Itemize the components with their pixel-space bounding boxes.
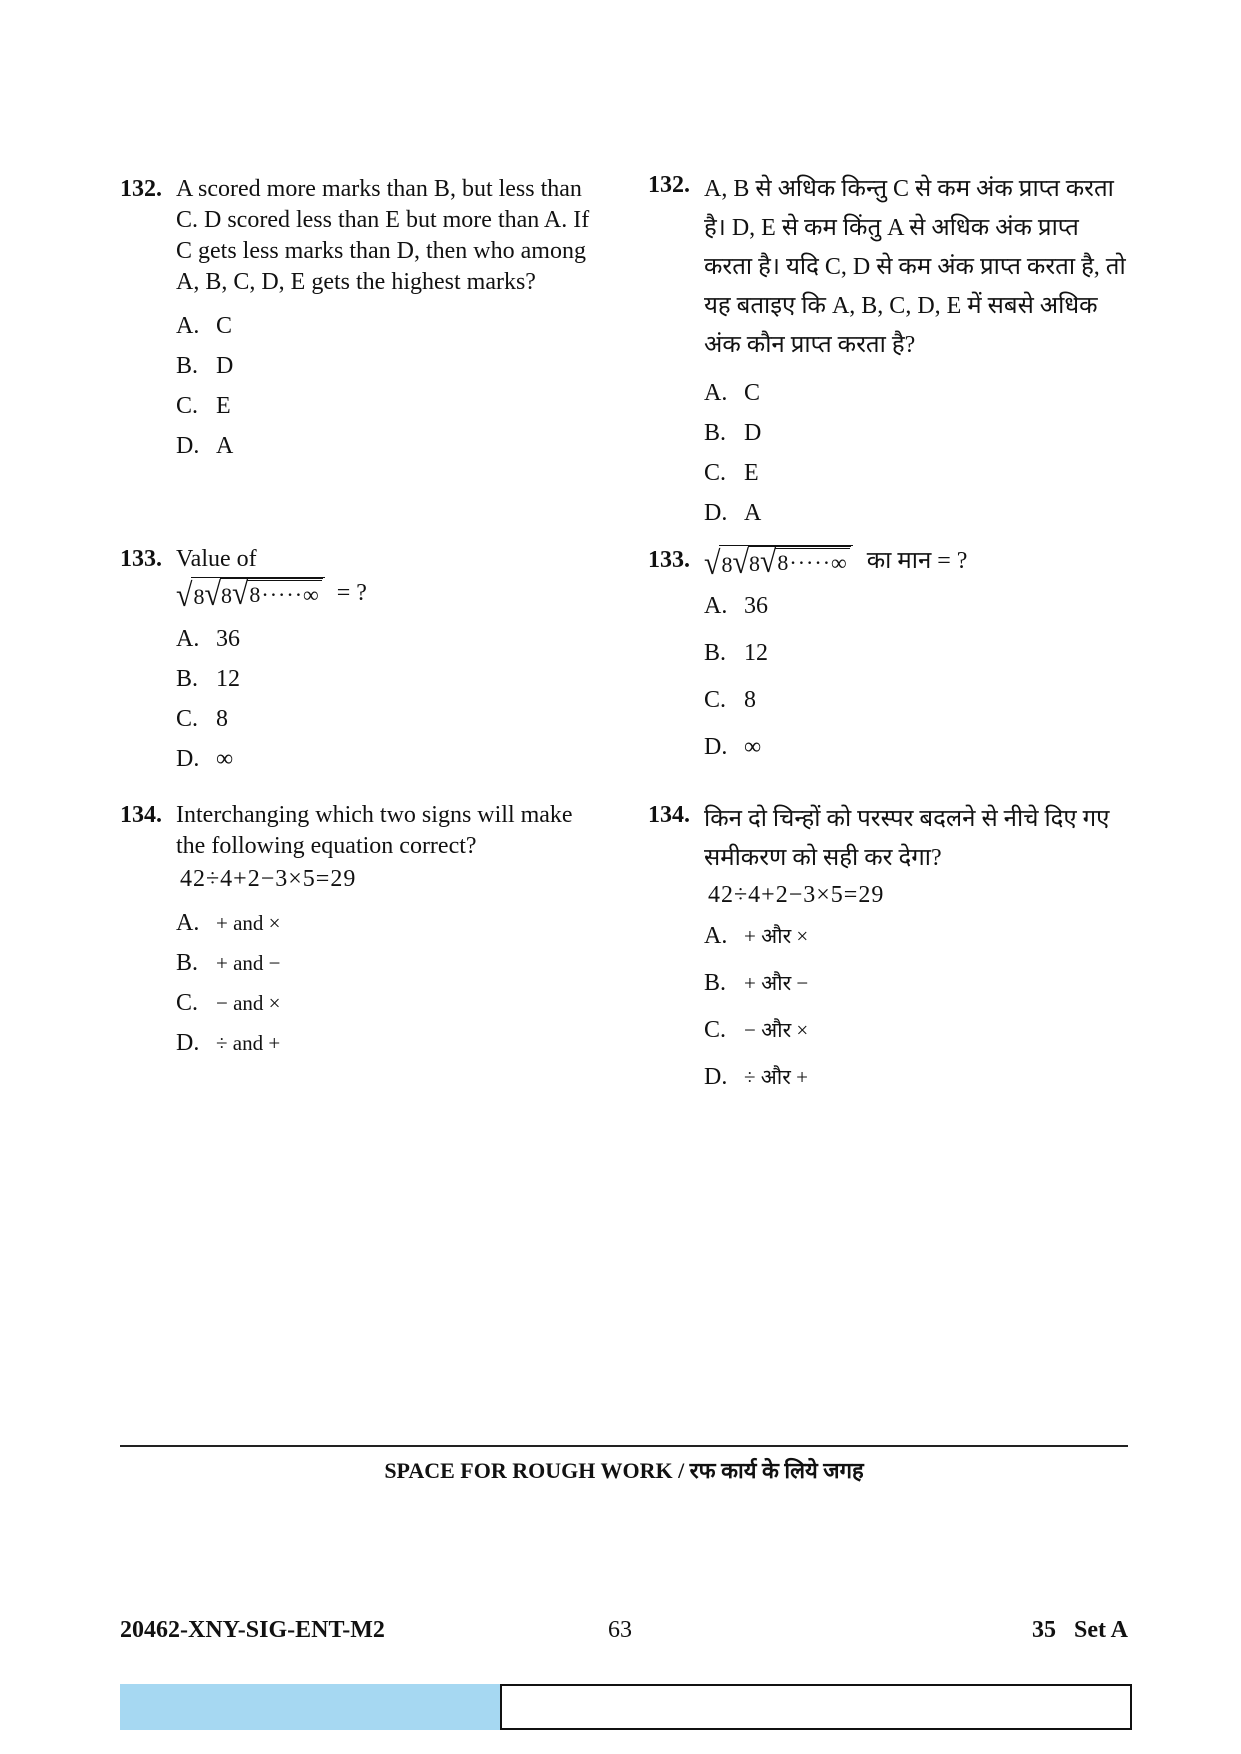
option-a[interactable]: A. + और × xyxy=(704,923,809,949)
option-c[interactable]: C. 8 xyxy=(704,687,756,713)
page-number: 63 xyxy=(608,1617,632,1643)
question-134-en xyxy=(120,800,600,1063)
options-list xyxy=(704,583,1128,771)
option-d[interactable]: D. A xyxy=(176,433,234,459)
option-b[interactable]: B. + and − xyxy=(176,950,281,976)
option-b[interactable]: B. + और − xyxy=(704,970,809,996)
option-d[interactable]: D. A xyxy=(704,500,762,526)
option-d[interactable]: D. ÷ and + xyxy=(176,1030,281,1056)
option-a[interactable]: A. + and × xyxy=(176,910,281,936)
question-number: 133. xyxy=(120,546,162,572)
set-label: 35 Set A xyxy=(1032,1617,1128,1643)
nested-radical: √ 8 √ 8 √ 8·····∞ = ? xyxy=(176,575,367,614)
option-d[interactable]: D. ∞ xyxy=(704,734,762,760)
equation: 42÷4+2−3×5=29 xyxy=(708,882,885,908)
question-number: 134. xyxy=(648,802,690,828)
option-a[interactable]: A. 36 xyxy=(176,626,240,652)
rough-work-divider xyxy=(120,1445,1128,1447)
question-text: किन दो चिन्हों को परस्पर बदलने से नीचे दिए गए समीकरण को सही कर देगा? xyxy=(704,806,1110,871)
question-text: Value of xyxy=(176,546,257,572)
question-132-hi xyxy=(648,170,1128,533)
option-a[interactable]: A. C xyxy=(176,313,233,339)
question-number: 132. xyxy=(120,176,162,202)
options-list xyxy=(176,903,600,1063)
footer-color-bar xyxy=(120,1684,500,1730)
question-text: A scored more marks than B, but less than C. D scored less than E but more than A. If C gets less marks than D, then who among A, B, C, D, E gets the highest marks? xyxy=(176,176,590,295)
question-text: Interchanging which two signs will make the following equation correct? xyxy=(176,802,573,859)
nested-radical: √ 8 √ 8 √ 8·····∞ का मान = ? xyxy=(704,543,968,582)
options-list xyxy=(704,373,1128,533)
question-134-hi xyxy=(648,800,1128,1101)
option-c[interactable]: C. − और × xyxy=(704,1017,809,1043)
paper-code: 20462-XNY-SIG-ENT-M2 xyxy=(120,1617,385,1643)
question-132-en xyxy=(120,174,600,466)
footer-outline-box xyxy=(500,1684,1132,1730)
equation: 42÷4+2−3×5=29 xyxy=(180,866,357,892)
option-b[interactable]: B. D xyxy=(176,353,234,379)
option-c[interactable]: C. E xyxy=(176,393,231,419)
option-a[interactable]: A. 36 xyxy=(704,593,768,619)
question-number: 133. xyxy=(648,547,690,573)
question-133-hi xyxy=(648,545,1128,771)
option-d[interactable]: D. ∞ xyxy=(176,746,234,772)
option-b[interactable]: B. D xyxy=(704,420,762,446)
options-list xyxy=(704,913,1128,1101)
option-c[interactable]: C. − and × xyxy=(176,990,281,1016)
question-133-en xyxy=(120,544,600,779)
option-b[interactable]: B. 12 xyxy=(704,640,768,666)
option-d[interactable]: D. ÷ और + xyxy=(704,1064,808,1090)
question-number: 134. xyxy=(120,802,162,828)
option-c[interactable]: C. E xyxy=(704,460,759,486)
options-list xyxy=(176,306,600,466)
rough-work-heading: SPACE FOR ROUGH WORK / रफ कार्य के लिये जगह xyxy=(384,1458,864,1483)
question-text: A, B से अधिक किन्तु C से कम अंक प्राप्त करता है। D, E से कम किंतु A से अधिक अंक प्राप्त करता है। यदि C, D से कम अंक प्राप्त करता है, तो यह बताइए कि A, B, C, D, E में सबसे अधिक अंक कौन प्राप्त करता है? xyxy=(704,176,1126,358)
options-list xyxy=(176,619,600,779)
option-b[interactable]: B. 12 xyxy=(176,666,240,692)
option-a[interactable]: A. C xyxy=(704,380,761,406)
question-number: 132. xyxy=(648,172,690,198)
option-c[interactable]: C. 8 xyxy=(176,706,228,732)
